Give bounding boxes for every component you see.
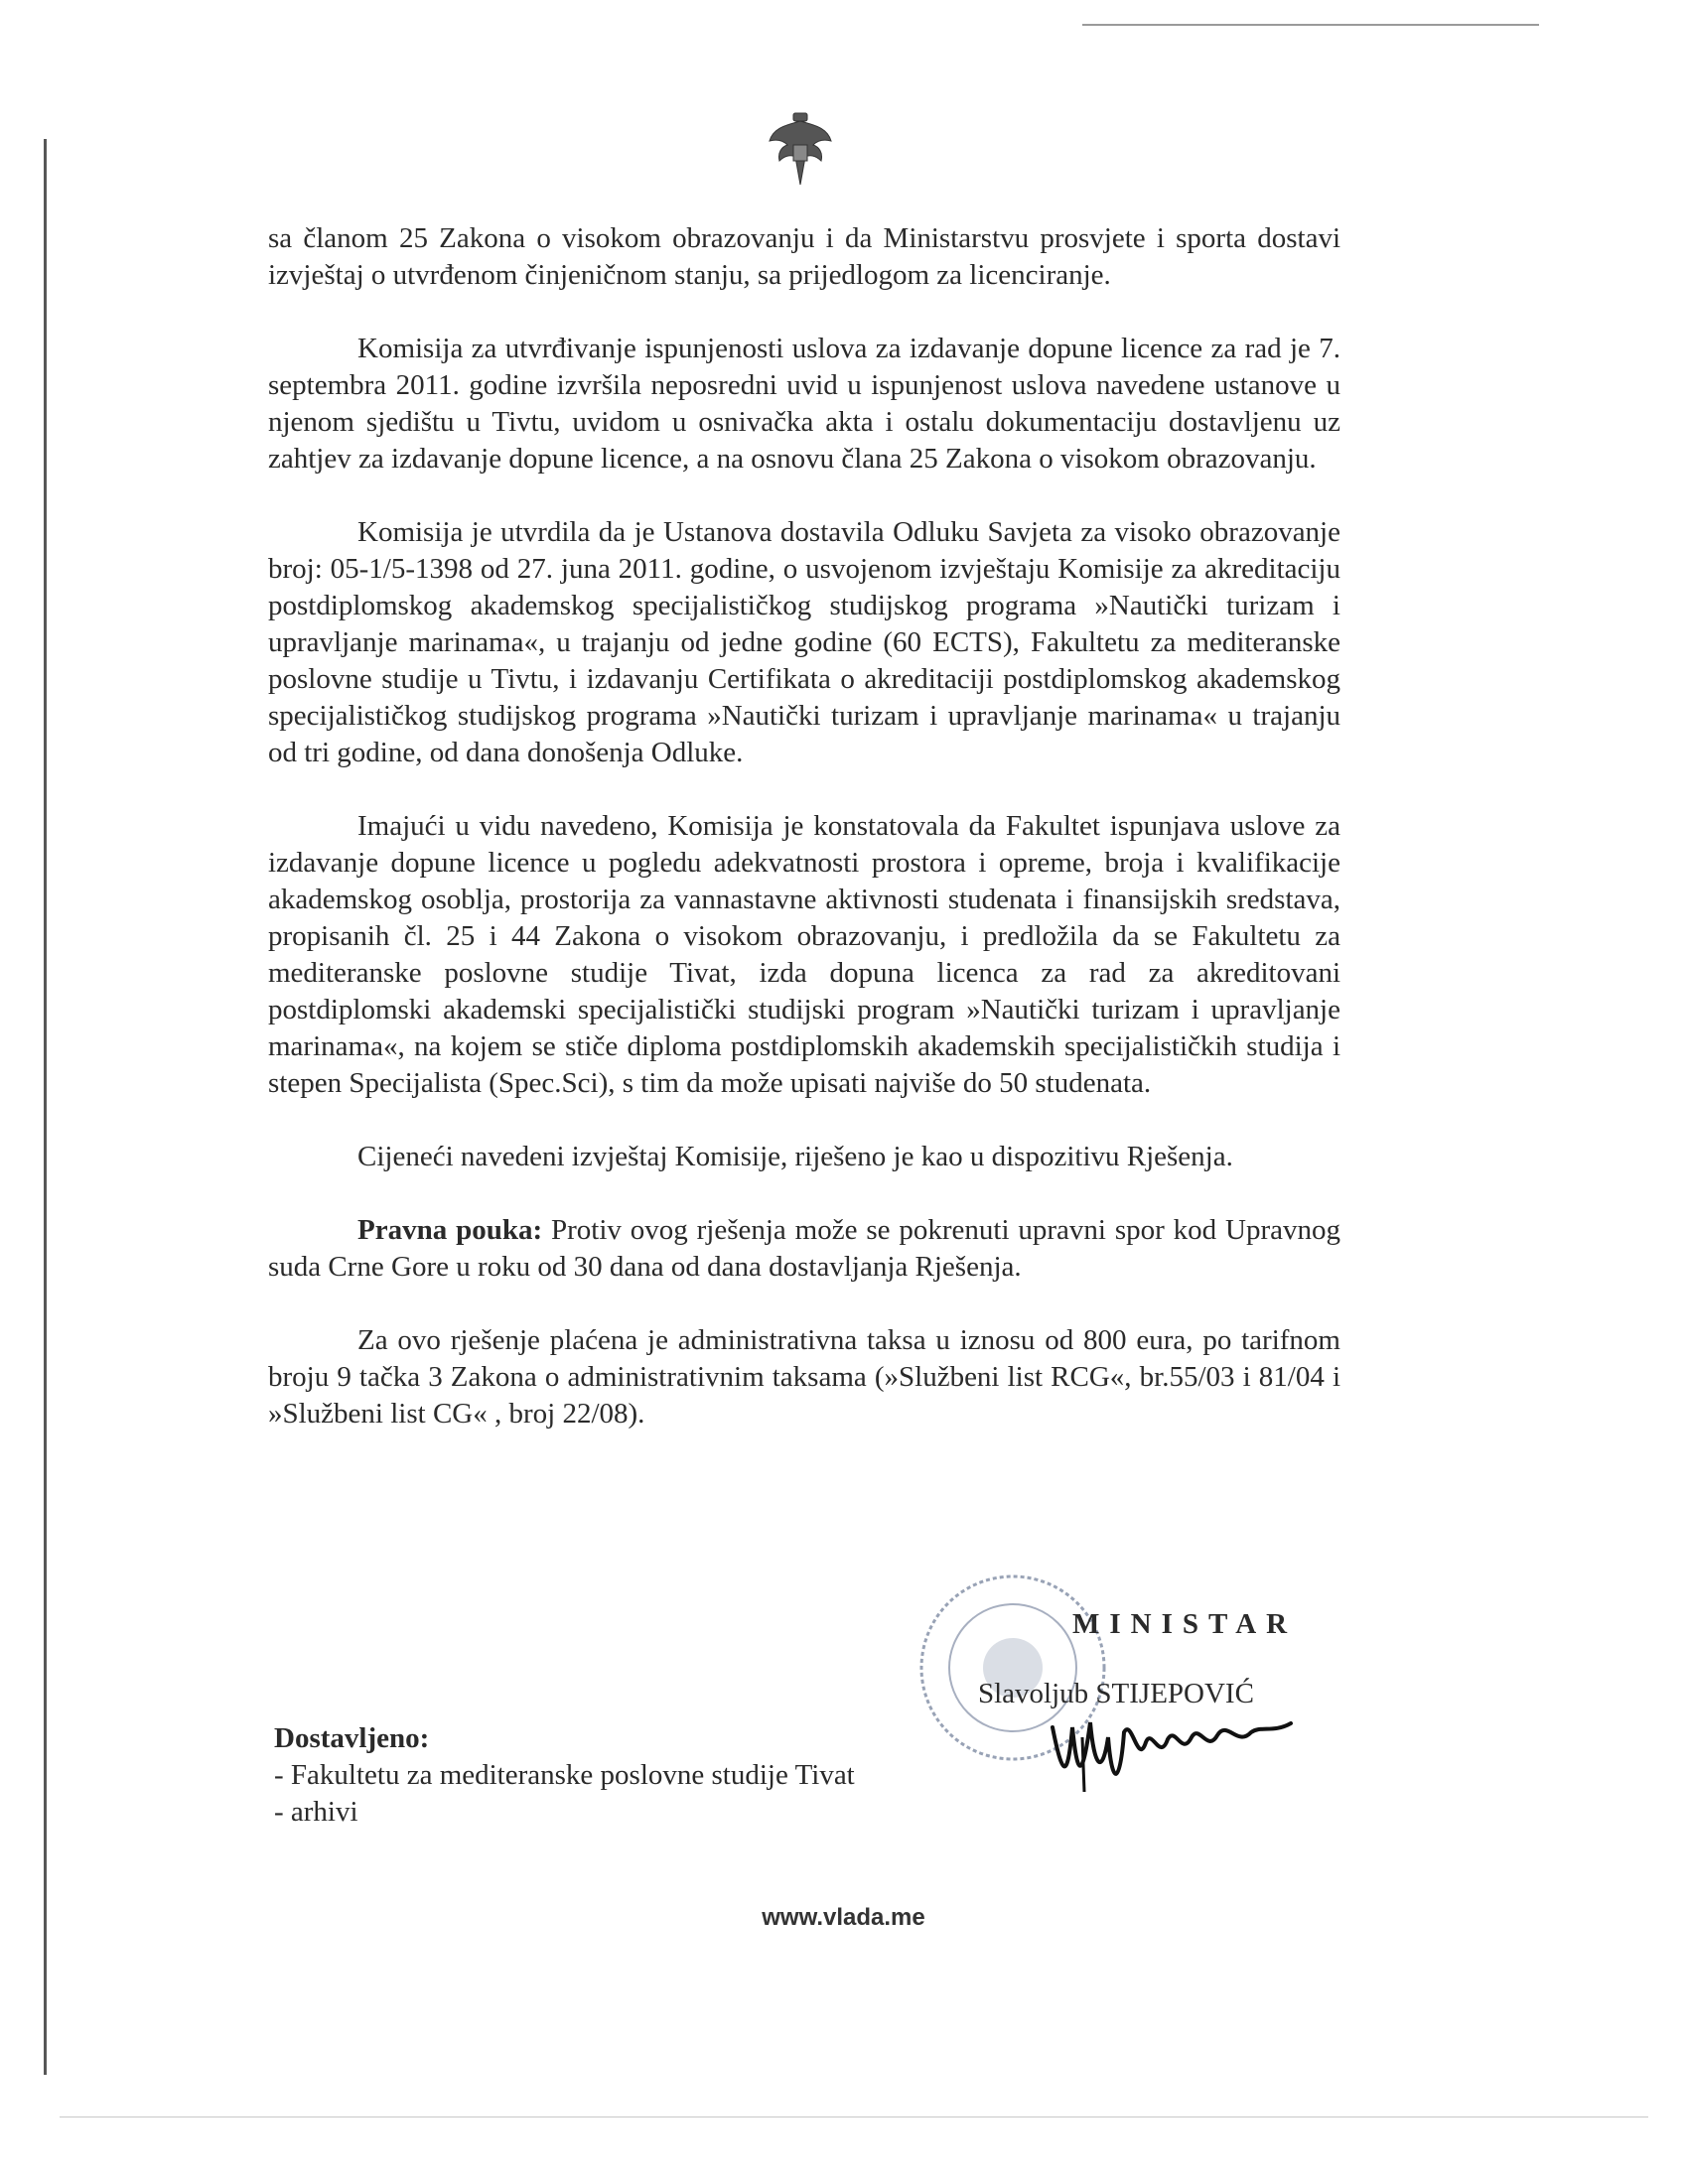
- fee-paragraph: Za ovo rješenje plaćena je administrativna taksa u iznosu od 800 eura, po tarifnom broju 9 tačka 3 Zakona o administrativnim taksama (»Službeni list RCG«, br.55/03 i 81/04 i »Službeni list CG« , broj 22/08).: [268, 1324, 1340, 1430]
- legal-notice-paragraph: [268, 1212, 1340, 1286]
- scan-edge-left: [44, 139, 47, 2075]
- paragraph-3: Komisija je utvrdila da je Ustanova dostavila Odluku Savjeta za visoko obrazovanje broj: 05-1/5-1398 od 27. juna 2011. godine, o usvojenom izvještaju Komisije za akreditaciju postdiplomskog akademskog specijalističkog studijskog programa »Nautički turizam i upravljanje marinama«, u trajanju od jedne godine (60 ECTS), Fakultetu za mediteranske poslovne studije u Tivtu, i izdavanju Certifikata o akreditaciji postdiplomskog akademskog specijalističkog studijskog programa »Nautički turizam i upravljanje marinama« u trajanju od tri godine, od dana donošenja Odluke.: [268, 516, 1340, 768]
- delivered-item: - Fakultetu za mediteranske poslovne studije Tivat: [274, 1759, 855, 1791]
- delivered-heading: Dostavljeno:: [274, 1722, 430, 1754]
- legal-notice-text: Protiv ovog rješenja može se pokrenuti upravni spor kod Upravnog suda Crne Gore u roku od 30 dana od dana dostavljanja Rješenja.: [268, 1214, 1340, 1283]
- minister-name: Slavoljub STIJEPOVIĆ: [978, 1678, 1254, 1709]
- coat-of-arms-icon: [768, 111, 833, 187]
- paragraph-1: sa članom 25 Zakona o visokom obrazovanju i da Ministarstvu prosvjete i sporta dostavi izvještaj o utvrđenom činjeničnom stanju, sa prijedlogom za licenciranje.: [268, 222, 1340, 291]
- minister-title: MINISTAR: [1072, 1608, 1298, 1640]
- delivered-block: [274, 1720, 855, 1831]
- scan-edge-top: [1082, 24, 1539, 26]
- footer-url: www.vlada.me: [762, 1904, 925, 1931]
- handwritten-signature: [1043, 1688, 1301, 1797]
- delivered-item: - arhivi: [274, 1796, 358, 1828]
- paragraph-2: Komisija za utvrđivanje ispunjenosti uslova za izdavanje dopune licence za rad je 7. septembra 2011. godine izvršila neposredni uvid u ispunjenost uslova navedene ustanove u njenom sjedištu u Tivtu, uvidom u osnivačka akta i ostalu dokumentaciju dostavljenu uz zahtjev za izdavanje dopune licence, a na osnovu člana 25 Zakona o visokom obrazovanju.: [268, 333, 1340, 475]
- paragraph-4: Imajući u vidu navedeno, Komisija je konstatovala da Fakultet ispunjava uslove za izdavanje dopune licence u pogledu adekvatnosti prostora i opreme, broja i kvalifikacije akademskog osoblja, prostorija za vannastavne aktivnosti studenata i finansijskih sredstava, propisanih čl. 25 i 44 Zakona o visokom obrazovanju, i predložila da se Fakultetu za mediteranske poslovne studije Tivat, izda dopuna licenca za rad za akreditovani postdiplomski akademski specijalistički studijski program »Nautički turizam i upravljanje marinama«, na kojem se stiče diploma postdiplomskih akademskih specijalističkih studija i stepen Specijalista (Spec.Sci), s tim da može upisati najviše do 50 studenata.: [268, 810, 1340, 1099]
- document-body: [268, 220, 1340, 1469]
- scan-edge-bottom: [60, 2116, 1648, 2117]
- paragraph-5: Cijeneći navedeni izvještaj Komisije, riješeno je kao u dispozitivu Rješenja.: [357, 1141, 1233, 1172]
- legal-notice-label: Pravna pouka:: [357, 1214, 543, 1246]
